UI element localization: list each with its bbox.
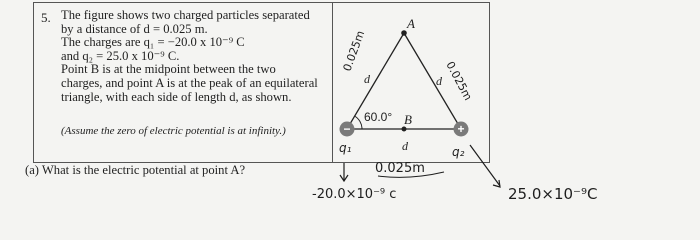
angle-label: 60.0° [364,110,393,124]
angle-arc [355,116,363,129]
point-b-dot [402,127,407,132]
statement-line: Point B is at the midpoint between the two [61,62,276,77]
right-side-d-label: d [436,74,442,88]
part-a-question: (a) What is the electric potential at point A? [25,163,246,177]
hw-base-length: 0.025m [375,161,425,176]
left-side-d-label: d [364,72,370,86]
statement-line: and q₂ = 25.0 x 10⁻⁹ C. [61,48,180,63]
minus-sign: − [343,122,351,136]
statement-line: charges, and point A is at the peak of an equilateral [61,75,318,90]
hw-q1-value: -20.0×10⁻⁹ c [312,187,397,202]
problem-number: 5. [41,10,51,25]
statement-line: The charges are q₁ = −20.0 x 10⁻⁹ C [61,35,245,50]
plus-sign: + [457,122,465,136]
statement-line: triangle, with each side of length d, as shown. [61,89,292,104]
hw-q2-value: 25.0×10⁻⁹C [508,185,598,203]
point-a-label: A [407,16,415,31]
assumption-note: (Assume the zero of electric potential is at infinity.) [61,125,286,137]
hw-right-side-length: 0.025m [443,59,475,103]
hw-q2-label: q₂ [452,145,465,159]
point-b-label: B [404,112,412,127]
hw-q2-arrow [470,145,500,186]
point-a-dot [401,30,407,36]
statement-line: The figure shows two charged particles separated [61,8,310,22]
statement-line: by a distance of d = 0.025 m. [61,21,208,36]
hw-left-side-length: 0.025m [340,28,368,74]
hw-q1-label: q₁ [339,141,352,155]
base-d-label: d [402,139,408,153]
